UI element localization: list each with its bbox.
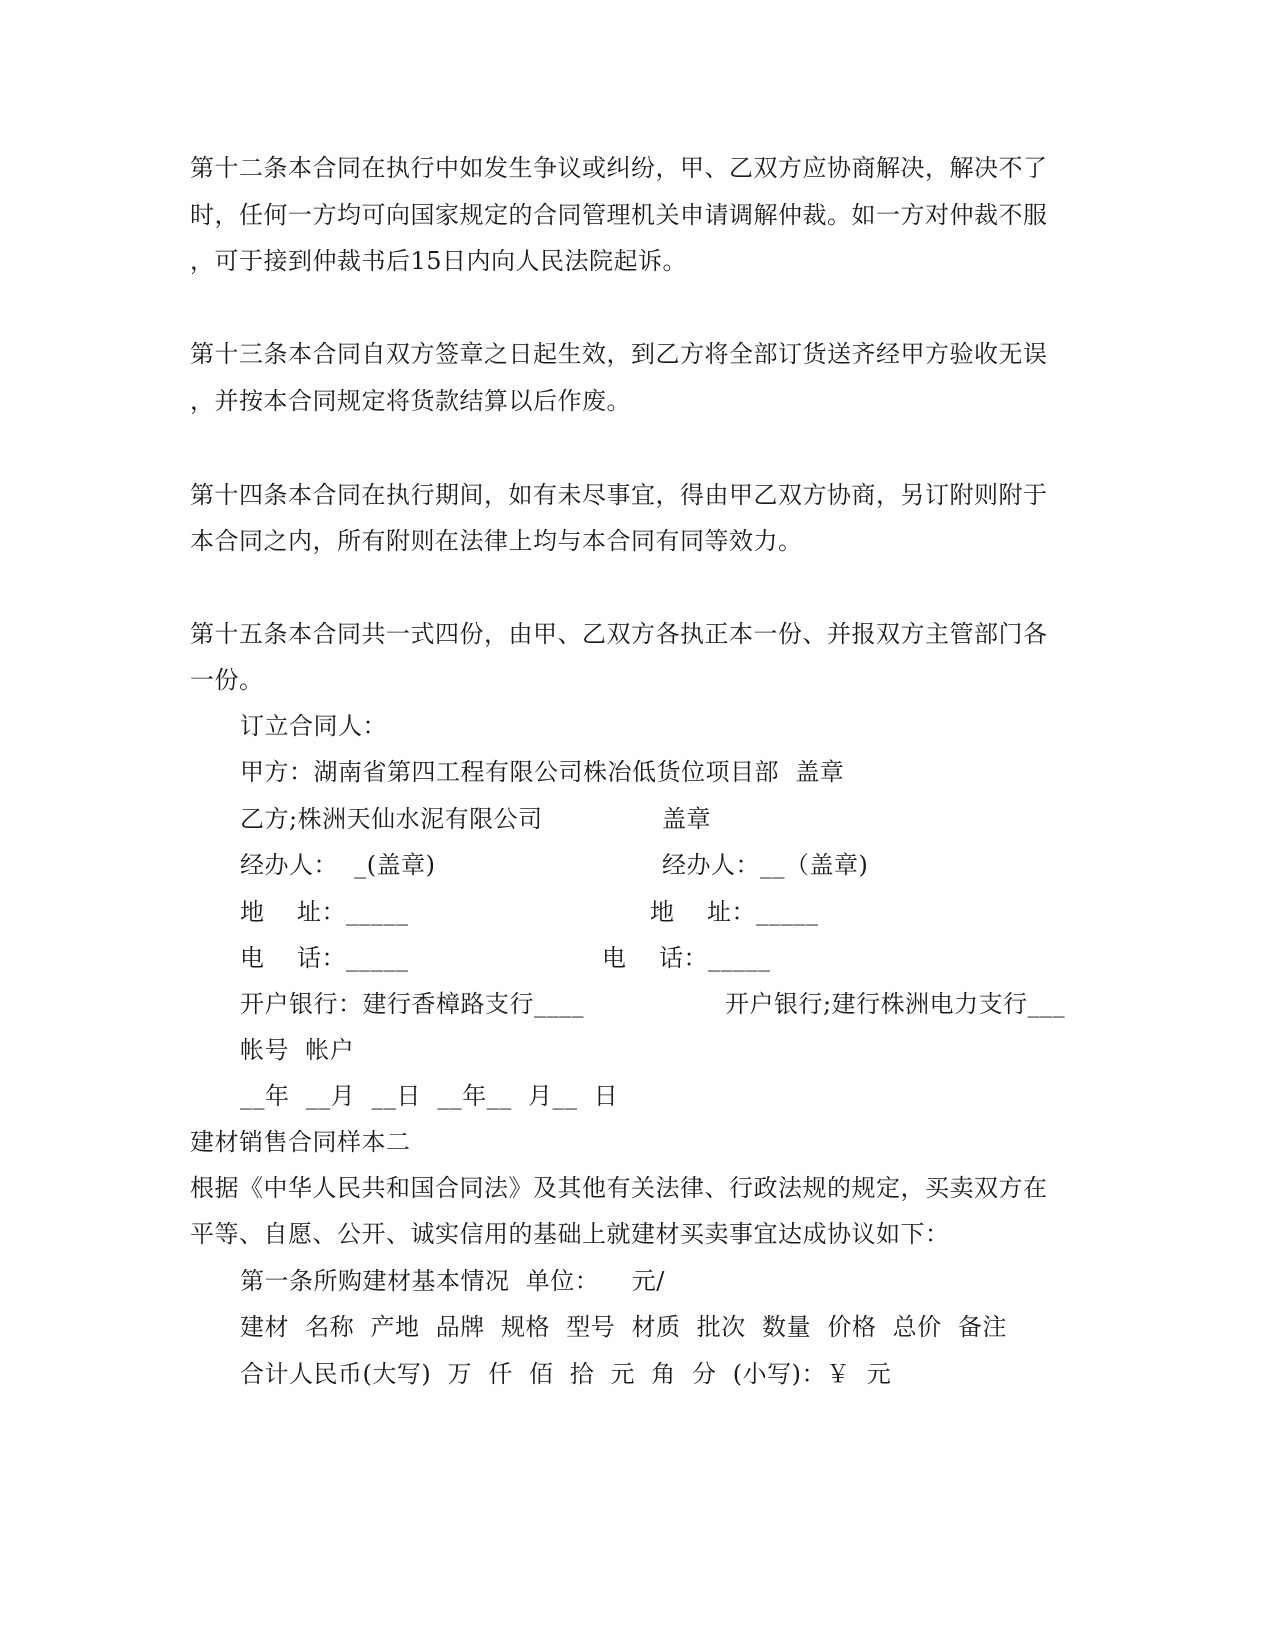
article14-line-2: 本合同之内，所有附则在法律上均与本合同有同等效力。	[190, 527, 803, 555]
article12-line-2: 时，任何一方均可向国家规定的合同管理机关申请调解仲裁。如一方对仲裁不服	[190, 201, 1048, 229]
sample2-intro-line-1: 根据《中华人民共和国合同法》及其他有关法律、行政法规的规定，买卖双方在	[190, 1174, 1048, 1202]
article15-line-2: 一份。	[190, 666, 264, 694]
article13-line-1: 第十三条本合同自双方签章之日起生效，到乙方将全部订货送齐经甲方验收无误	[190, 340, 1048, 368]
article12-line-3: ，可于接到仲裁书后15日内向人民法院起诉。	[190, 247, 688, 275]
party-b-seal: 盖章	[662, 805, 711, 833]
signatures-header: 订立合同人：	[240, 712, 387, 740]
account-line: 帐号 帐户	[240, 1036, 355, 1064]
bank-left: 开户银行：建行香樟路支行____	[240, 990, 584, 1018]
address-left: 地 址：_____	[240, 898, 409, 926]
party-a-line: 甲方：湖南省第四工程有限公司株冶低货位项目部 盖章	[240, 758, 845, 786]
article12-line-1: 第十二条本合同在执行中如发生争议或纠纷，甲、乙双方应协商解决，解决不了	[190, 154, 1048, 182]
sample2-title: 建材销售合同样本二	[190, 1128, 411, 1156]
sample2-columns: 建材 名称 产地 品牌 规格 型号 材质 批次 数量 价格 总价 备注	[240, 1313, 1007, 1341]
article13-line-2: ，并按本合同规定将货款结算以后作废。	[190, 387, 631, 415]
bank-right: 开户银行;建行株洲电力支行___	[725, 990, 1066, 1018]
agent-right: 经办人：__（盖章)	[662, 851, 869, 879]
sample2-total: 合计人民币(大写) 万 仟 佰 拾 元 角 分 (小写)：￥ 元	[240, 1360, 892, 1388]
address-right: 地 址：_____	[650, 898, 819, 926]
sample2-article1: 第一条所购建材基本情况 单位： 元/	[240, 1267, 665, 1295]
sample2-intro-line-2: 平等、自愿、公开、诚实信用的基础上就建材买卖事宜达成协议如下：	[190, 1220, 950, 1248]
date-line: __年 __月 __日 __年__ 月__ 日	[240, 1082, 619, 1110]
agent-left: 经办人： _(盖章)	[240, 851, 436, 879]
article14-line-1: 第十四条本合同在执行期间，如有未尽事宜，得由甲乙双方协商，另订附则附于	[190, 481, 1048, 509]
party-b-name: 乙方;株洲天仙水泥有限公司	[240, 805, 543, 833]
article15-line-1: 第十五条本合同共一式四份，由甲、乙双方各执正本一份、并报双方主管部门各	[190, 620, 1048, 648]
phone-right: 电 话：_____	[602, 944, 771, 972]
phone-left: 电 话：_____	[240, 944, 409, 972]
